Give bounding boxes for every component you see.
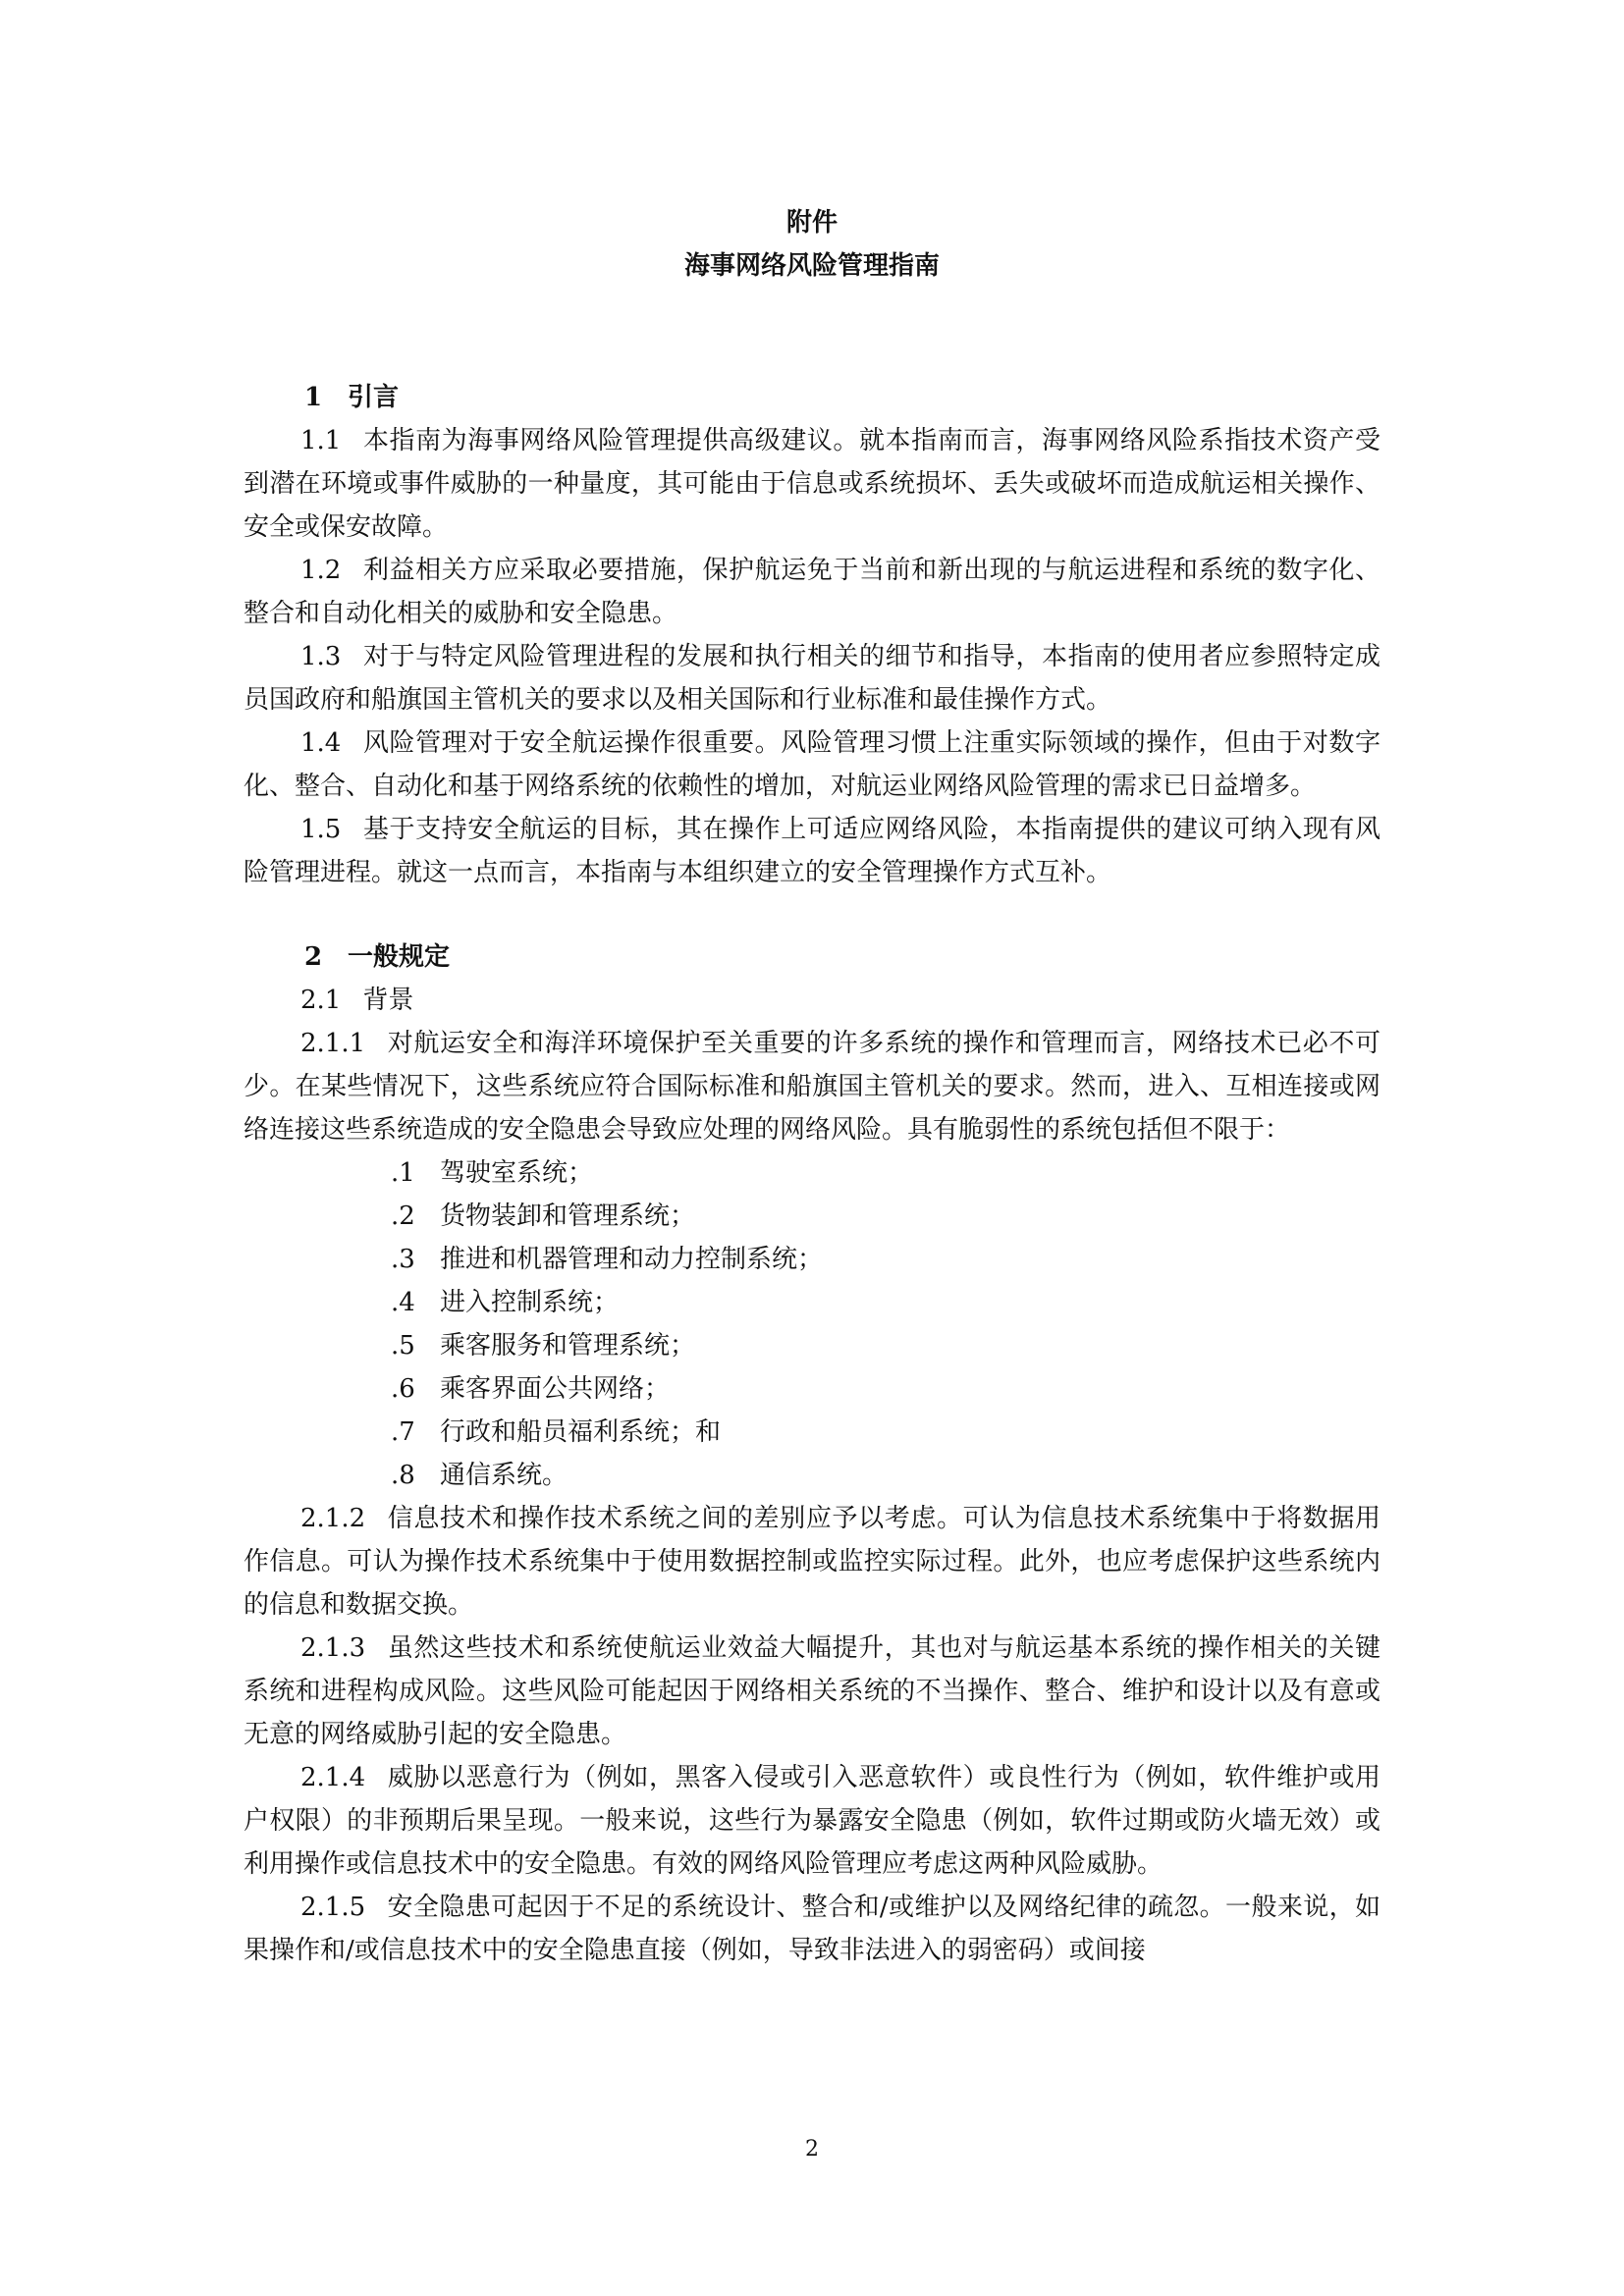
section-title: 一般规定	[348, 942, 451, 972]
paragraph-text: 对于与特定风险管理进程的发展和执行相关的细节和指导，本指南的使用者应参照特定成员国政府和船旗国主管机关的要求以及相关国际和行业标准和最佳操作方式。	[244, 642, 1380, 715]
list-item	[244, 1324, 1380, 1367]
subsection-title: 背景	[362, 986, 414, 1015]
paragraph-text: 基于支持安全航运的目标，其在操作上可适应网络风险，本指南提供的建议可纳入现有风险管理进程。就这一点而言，本指南与本组织建立的安全管理操作方式互补。	[244, 815, 1380, 887]
list-item-text: 通信系统。	[440, 1461, 568, 1490]
list-item-number: .7	[391, 1417, 415, 1447]
list-item-number: .5	[391, 1331, 415, 1361]
paragraph-2-1-4	[244, 1756, 1380, 1886]
list-item-text: 乘客服务和管理系统；	[440, 1331, 696, 1361]
list-item-number: .2	[391, 1201, 415, 1231]
paragraph-1-2	[244, 549, 1380, 635]
list-item-text: 驾驶室系统；	[440, 1158, 594, 1188]
list-item-number: .4	[391, 1288, 415, 1317]
paragraph-number: 2.1.4	[300, 1763, 366, 1792]
list-item	[244, 1454, 1380, 1497]
paragraph-number: 2.1.5	[300, 1893, 366, 1922]
paragraph-2-1-1	[244, 1022, 1380, 1151]
paragraph-text: 风险管理对于安全航运操作很重要。风险管理习惯上注重实际领域的操作，但由于对数字化、整合、自动化和基于网络系统的依赖性的增加，对航运业网络风险管理的需求已日益增多。	[244, 728, 1380, 801]
paragraph-text: 对航运安全和海洋环境保护至关重要的许多系统的操作和管理而言，网络技术已必不可少。在某些情况下，这些系统应符合国际标准和船旗国主管机关的要求。然而，进入、互相连接或网络连接这些系统造成的安全隐患会导致应处理的网络风险。具有脆弱性的系统包括但不限于：	[244, 1029, 1380, 1145]
section-title: 引言	[348, 383, 400, 412]
paragraph-number: 1.1	[300, 426, 342, 455]
document-title: 海事网络风险管理指南	[683, 251, 940, 281]
list-item	[244, 1238, 1380, 1281]
list-item-number: .6	[391, 1374, 415, 1404]
subsection-number: 2.1	[300, 986, 342, 1015]
list-item	[244, 1151, 1380, 1195]
section-spacer	[244, 894, 1380, 935]
subsection-heading-2-1	[244, 979, 1380, 1022]
section-number: 1	[304, 383, 323, 412]
list-item-text: 乘客界面公共网络；	[440, 1374, 671, 1404]
list-item	[244, 1195, 1380, 1238]
paragraph-1-5	[244, 808, 1380, 894]
paragraph-text: 虽然这些技术和系统使航运业效益大幅提升，其也对与航运基本系统的操作相关的关键系统和进程构成风险。这些风险可能起因于网络相关系统的不当操作、整合、维护和设计以及有意或无意的网络威胁引起的安全隐患。	[244, 1633, 1380, 1749]
paragraph-number: 1.4	[300, 728, 342, 758]
paragraph-text: 信息技术和操作技术系统之间的差别应予以考虑。可认为信息技术系统集中于将数据用作信息。可认为操作技术系统集中于使用数据控制或监控实际过程。此外，也应考虑保护这些系统内的信息和数据交换。	[244, 1504, 1380, 1620]
paragraph-2-1-5	[244, 1886, 1380, 1972]
paragraph-number: 2.1.1	[300, 1029, 366, 1058]
paragraph-text: 本指南为海事网络风险管理提供高级建议。就本指南而言，海事网络风险系指技术资产受到潜在环境或事件威胁的一种量度，其可能由于信息或系统损坏、丢失或破坏而造成航运相关操作、安全或保安故障。	[244, 426, 1380, 542]
section-number: 2	[304, 942, 323, 972]
attachment-label: 附件	[785, 208, 838, 238]
list-item	[244, 1411, 1380, 1454]
paragraph-number: 1.2	[300, 556, 342, 585]
paragraph-text: 安全隐患可起因于不足的系统设计、整合和/或维护以及网络纪律的疏忽。一般来说，如果操作和/或信息技术中的安全隐患直接（例如，导致非法进入的弱密码）或间接	[244, 1893, 1380, 1965]
document-body	[244, 376, 1380, 1972]
list-item-number: .8	[391, 1461, 415, 1490]
section-heading-1	[244, 376, 1380, 419]
paragraph-number: 1.5	[300, 815, 342, 844]
list-item-number: .3	[391, 1245, 415, 1274]
paragraph-2-1-3	[244, 1627, 1380, 1756]
paragraph-number: 2.1.3	[300, 1633, 366, 1663]
list-item	[244, 1281, 1380, 1324]
paragraph-1-1	[244, 419, 1380, 549]
paragraph-1-4	[244, 721, 1380, 808]
list-item-text: 行政和船员福利系统；和	[440, 1417, 722, 1447]
list-item-text: 进入控制系统；	[440, 1288, 620, 1317]
page-number: 2	[805, 2137, 819, 2162]
paragraph-1-3	[244, 635, 1380, 721]
list-item-number: .1	[391, 1158, 415, 1188]
paragraph-number: 2.1.2	[300, 1504, 366, 1533]
vulnerable-systems-list	[244, 1151, 1380, 1497]
paragraph-text: 威胁以恶意行为（例如，黑客入侵或引入恶意软件）或良性行为（例如，软件维护或用户权限）的非预期后果呈现。一般来说，这些行为暴露安全隐患（例如，软件过期或防火墙无效）或利用操作或信息技术中的安全隐患。有效的网络风险管理应考虑这两种风险威胁。	[244, 1763, 1380, 1879]
list-item-text: 推进和机器管理和动力控制系统；	[440, 1245, 824, 1274]
list-item	[244, 1367, 1380, 1411]
paragraph-text: 利益相关方应采取必要措施，保护航运免于当前和新出现的与航运进程和系统的数字化、整合和自动化相关的威胁和安全隐患。	[244, 556, 1380, 628]
paragraph-2-1-2	[244, 1497, 1380, 1627]
section-heading-2	[244, 935, 1380, 979]
list-item-text: 货物装卸和管理系统；	[440, 1201, 696, 1231]
paragraph-number: 1.3	[300, 642, 342, 671]
